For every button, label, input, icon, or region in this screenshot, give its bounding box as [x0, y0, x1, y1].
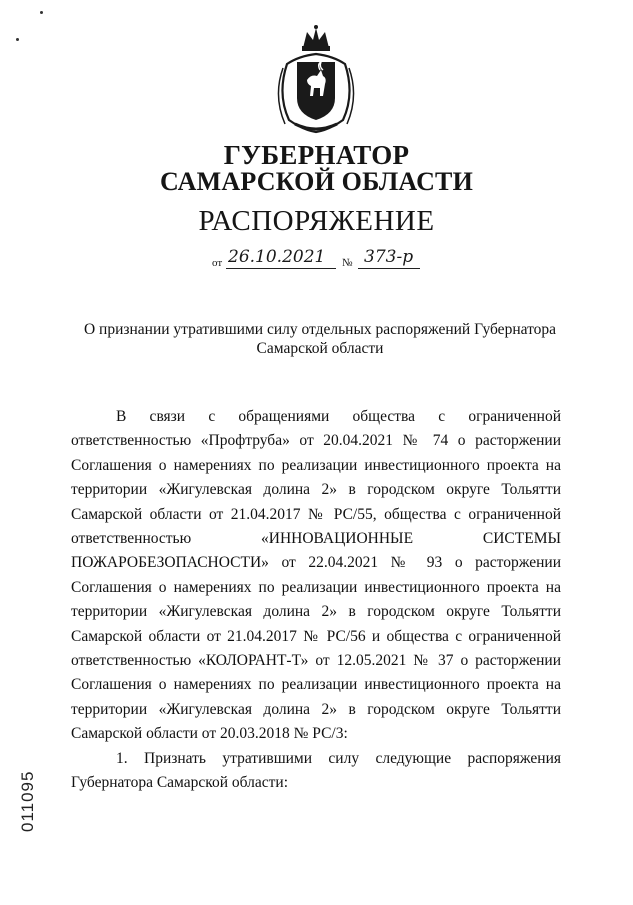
clause-1-paragraph: 1. Признать утратившими силу следующие распоряжения Губернатора Самарской области:: [71, 749, 561, 792]
date-prefix-label: от: [212, 257, 223, 269]
preamble-paragraph: В связи с обращениями общества с ограниченной ответственностью «Профтруба» от 20.04.2021 № 74 о расторжении Соглашения о намерениях по реализации инвестиционного проекта на территории «Жигулевская долина 2» в городском округе Тольятти Самарской области от 21.04.2017 № РС/55, общества с ограниченной ответственностью «ИННОВАЦИОННЫЕ СИСТЕМЫ ПОЖАРОБЕЗОПАСНОСТИ» от 22.04.2021 № 93 о расторжении Соглашения о намерениях по реализации инвестиционного проекта на территории «Жигулевская долина 2» в городском округе Тольятти Самарской области от 21.04.2017 № РС/56 и общества с ограниченной ответственностью «КОЛОРАНТ-Т» от 12.05.2021 № 37 о расторжении Соглашения о намерениях по реализации инвестиционного проекта на территории «Жигулевская долина 2» в городском округе Тольятти Самарской области от 20.03.2018 № РС/3:: [71, 408, 561, 743]
handwritten-number: 373-р: [364, 247, 414, 267]
subject-line-2: Самарской области: [256, 340, 384, 357]
document-type: РАСПОРЯЖЕНИЕ: [198, 205, 435, 237]
scan-speck: [16, 38, 19, 41]
subject-line-1: О признании утратившими силу отдельных распоряжений Губернатора: [83, 321, 557, 338]
samara-coat-of-arms: [273, 24, 359, 134]
date-number-line: [212, 245, 422, 271]
number-label: №: [342, 257, 353, 269]
issuer-region: САМАРСКОЙ ОБЛАСТИ: [159, 167, 474, 196]
scan-speck: [40, 11, 43, 14]
number-underline: [358, 268, 420, 269]
document-body: [71, 405, 561, 796]
document-subject: [70, 320, 570, 358]
issuer-title: ГУБЕРНАТОР: [223, 140, 410, 170]
registration-number-stamp: 011095: [18, 770, 37, 832]
handwritten-date: 26.10.2021: [228, 247, 326, 267]
date-underline: [226, 268, 336, 269]
